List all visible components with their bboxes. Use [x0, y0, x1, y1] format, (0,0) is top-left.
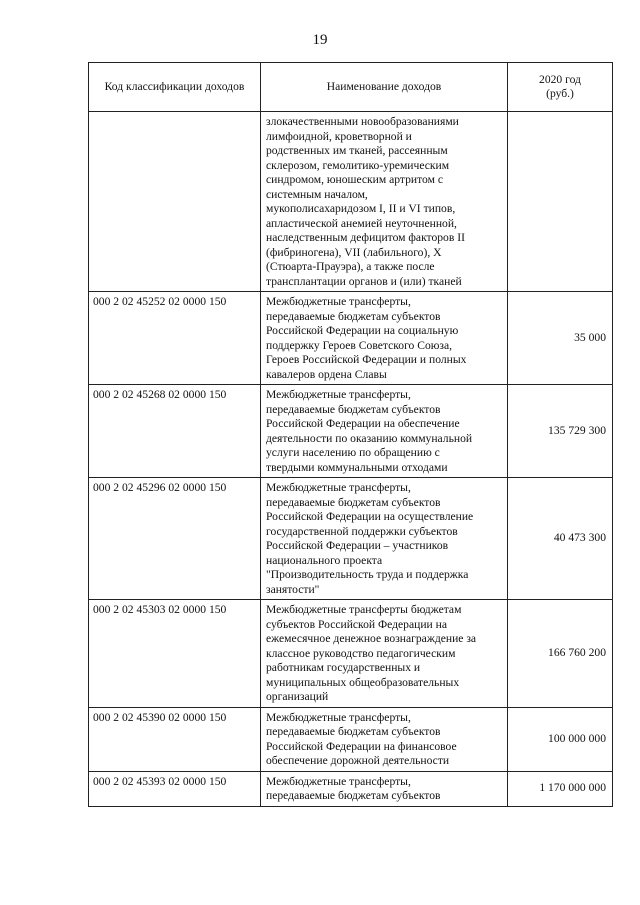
revenue-name-cell — [261, 600, 508, 708]
revenue-code-cell: 000 2 02 45252 02 0000 150 — [89, 292, 261, 385]
revenue-name-line: родственных им тканей, рассеянным — [266, 144, 448, 157]
revenue-name-line: Российской Федерации на осуществление — [266, 510, 474, 523]
table-row — [89, 771, 613, 806]
revenue-name-line: мукополисахаридозом I, II и VI типов, — [266, 202, 456, 215]
revenue-name-cell — [261, 385, 508, 478]
revenue-amount-cell: 166 760 200 — [508, 600, 613, 708]
revenue-name-line: занятости" — [266, 582, 320, 596]
revenue-amount-cell: 35 000 — [508, 292, 613, 385]
revenue-name-line: "Производительность труда и поддержка — [266, 568, 469, 581]
revenue-name-line: склерозом, гемолитико-уремическим — [266, 158, 450, 172]
revenue-amount-cell: 40 473 300 — [508, 478, 613, 600]
table-row — [89, 478, 613, 600]
revenue-name-line: Межбюджетные трансферты, — [266, 388, 411, 401]
revenue-name-line: твердыми коммунальными отходами — [266, 460, 448, 474]
revenue-name-line: передаваемые бюджетам субъектов — [266, 402, 441, 416]
header-amount-year: 2020 год — [539, 72, 581, 86]
revenue-amount-cell: 135 729 300 — [508, 385, 613, 478]
table-row — [89, 112, 613, 292]
header-name: Наименование доходов — [261, 63, 508, 112]
revenue-name-cell — [261, 771, 508, 806]
revenue-name-line: Межбюджетные трансферты, — [266, 481, 411, 494]
revenue-name-line: муниципальных общеобразовательных — [266, 675, 460, 689]
revenue-code-cell: 000 2 02 45393 02 0000 150 — [89, 771, 261, 806]
revenue-name-line: Героев Российской Федерации и полных — [266, 353, 467, 366]
revenue-name-line: трансплантации органов и (или) тканей — [266, 274, 462, 288]
revenue-name-line: обеспечение дорожной деятельности — [266, 754, 450, 767]
revenue-name-line: Межбюджетные трансферты бюджетам — [266, 603, 462, 616]
revenue-name-line: Российской Федерации – участников — [266, 539, 449, 552]
revenue-name-line: (фибриногена), VII (лабильного), X — [266, 245, 442, 259]
revenue-name-line: системным началом, — [266, 187, 368, 201]
revenue-name-cell — [261, 292, 508, 385]
revenue-name-line: кавалеров ордена Славы — [266, 367, 387, 381]
table-body — [89, 112, 613, 807]
revenue-name-line: Российской Федерации на социальную — [266, 324, 459, 337]
table-header-row — [89, 63, 613, 112]
revenue-name-line: передаваемые бюджетам субъектов — [266, 725, 441, 738]
revenue-name-line: деятельности по оказанию коммунальной — [266, 431, 473, 445]
revenue-name-line: передаваемые бюджетам субъектов — [266, 789, 441, 802]
revenue-name-line: передаваемые бюджетам субъектов — [266, 309, 441, 323]
revenue-name-line: национального проекта — [266, 553, 383, 567]
revenue-name-line: субъектов Российской Федерации на — [266, 617, 447, 631]
revenue-name-line: поддержку Героев Советского Союза, — [266, 338, 453, 352]
revenue-name-line: ежемесячное денежное вознаграждение за — [266, 632, 477, 645]
revenue-name-line: (Стюарта-Прауэра), а также после — [266, 260, 435, 273]
revenue-amount-cell: 1 170 000 000 — [508, 771, 613, 806]
table-row — [89, 707, 613, 771]
header-code: Код классификации доходов — [89, 63, 261, 112]
header-amount-unit: (руб.) — [546, 87, 574, 100]
revenue-name-line: Российской Федерации на обеспечение — [266, 417, 460, 430]
revenue-name-line: Межбюджетные трансферты, — [266, 710, 411, 724]
revenue-name-line: Межбюджетные трансферты, — [266, 774, 411, 788]
table-row — [89, 600, 613, 708]
revenue-name-line: Межбюджетные трансферты, — [266, 295, 411, 308]
revenue-name-line: услуги населению по обращению с — [266, 446, 440, 459]
revenue-name-line: синдромом, юношеским артритом с — [266, 173, 443, 186]
header-amount — [508, 63, 613, 112]
revenue-name-line: передаваемые бюджетам субъектов — [266, 495, 441, 509]
table-row — [89, 385, 613, 478]
revenue-name-line: апластической анемией неуточненной, — [266, 216, 457, 230]
revenue-name-line: работникам государственных и — [266, 661, 421, 674]
revenue-code-cell: 000 2 02 45390 02 0000 150 — [89, 707, 261, 771]
table-row — [89, 292, 613, 385]
revenue-name-line: злокачественными новообразованиями — [266, 115, 459, 128]
revenue-name-line: Российской Федерации на финансовое — [266, 739, 457, 753]
revenue-name-line: лимфоидной, кроветворной и — [266, 129, 412, 143]
revenue-code-cell: 000 2 02 45303 02 0000 150 — [89, 600, 261, 708]
revenue-table — [88, 62, 613, 807]
revenue-name-line: государственной поддержки субъектов — [266, 524, 458, 538]
revenue-code-cell — [89, 112, 261, 292]
revenue-code-cell: 000 2 02 45268 02 0000 150 — [89, 385, 261, 478]
revenue-name-line: наследственным дефицитом факторов II — [266, 231, 465, 244]
revenue-name-cell — [261, 707, 508, 771]
page-number: 19 — [312, 32, 328, 48]
revenue-name-line: организаций — [266, 690, 329, 703]
revenue-amount-cell — [508, 112, 613, 292]
revenue-name-cell — [261, 112, 508, 292]
revenue-amount-cell: 100 000 000 — [508, 707, 613, 771]
revenue-name-line: классное руководство педагогическим — [266, 646, 456, 660]
revenue-name-cell — [261, 478, 508, 600]
revenue-code-cell: 000 2 02 45296 02 0000 150 — [89, 478, 261, 600]
